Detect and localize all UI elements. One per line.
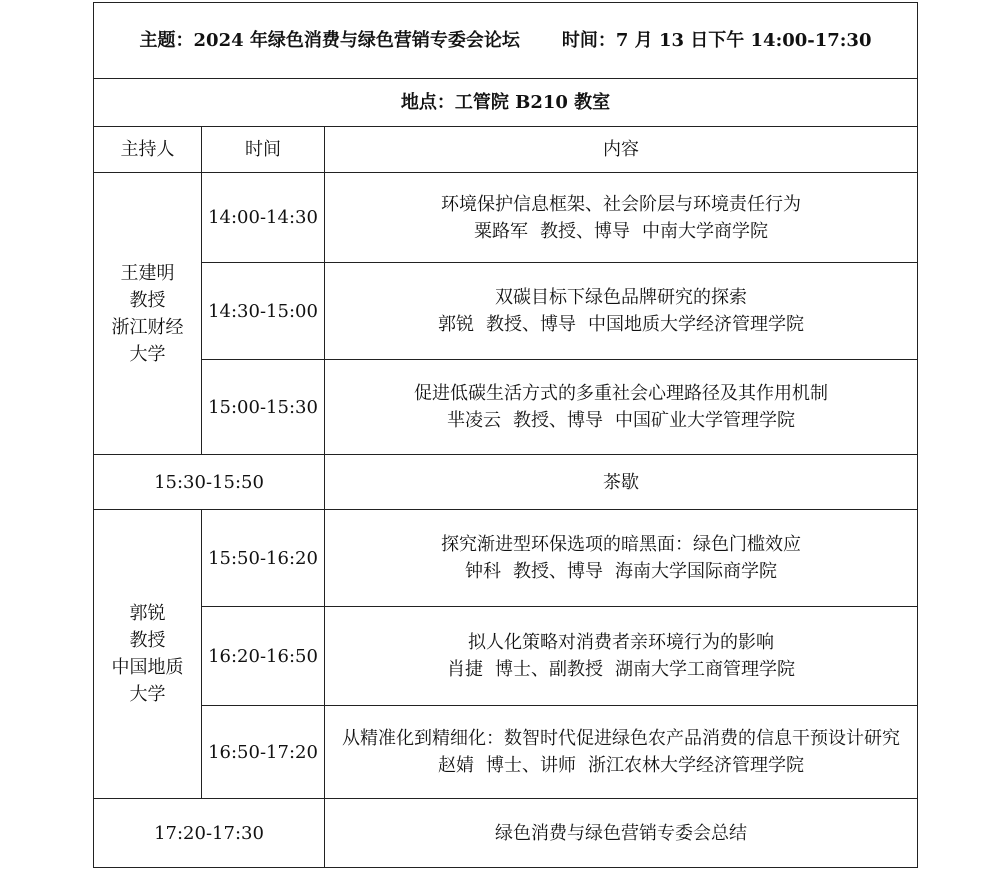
speaker-affiliation: 浙江农林大学经济管理学院	[588, 755, 805, 776]
schedule-document	[93, 2, 917, 868]
speaker-name: 肖捷	[447, 659, 484, 680]
column-header-host: 主持人	[94, 127, 202, 173]
speaker-role: 教授、博导	[486, 314, 577, 335]
speaker-affiliation: 海南大学国际商学院	[615, 561, 778, 582]
speaker-name: 芈凌云	[447, 410, 502, 431]
talk-content	[325, 360, 918, 455]
talk-speaker-line	[329, 656, 913, 683]
break-row	[94, 455, 918, 510]
table-row	[94, 607, 918, 706]
session-host-cell	[94, 173, 202, 455]
forum-theme: 主题：2024 年绿色消费与绿色营销专委会论坛	[139, 30, 520, 51]
table-row	[94, 510, 918, 607]
speaker-role: 教授、博导	[513, 410, 604, 431]
talk-time: 14:00-14:30	[202, 173, 325, 263]
talk-content	[325, 263, 918, 360]
table-row	[94, 173, 918, 263]
talk-content	[325, 706, 918, 799]
header-cell	[94, 3, 918, 79]
forum-time: 时间：7 月 13 日下午 14:00-17:30	[561, 30, 872, 51]
talk-time: 15:50-16:20	[202, 510, 325, 607]
speaker-affiliation: 中国地质大学经济管理学院	[588, 314, 805, 335]
talk-content	[325, 510, 918, 607]
talk-title: 促进低碳生活方式的多重社会心理路径及其作用机制	[414, 383, 829, 404]
talk-content	[325, 607, 918, 706]
speaker-affiliation: 中南大学商学院	[642, 220, 769, 242]
host-title: 教授	[129, 289, 166, 311]
speaker-affiliation: 中国矿业大学管理学院	[615, 410, 796, 431]
speaker-name: 赵婧	[438, 755, 475, 776]
speaker-affiliation: 湖南大学工商管理学院	[615, 659, 796, 680]
speaker-name: 郭锐	[438, 314, 475, 335]
header-row	[94, 3, 918, 79]
talk-content	[325, 173, 918, 263]
speaker-name: 粟路军	[474, 220, 529, 242]
closing-time: 17:20-17:30	[94, 799, 325, 868]
talk-speaker-line	[329, 218, 913, 245]
talk-title: 拟人化策略对消费者亲环境行为的影响	[468, 632, 775, 653]
speaker-role: 博士、讲师	[486, 755, 577, 776]
talk-time: 14:30-15:00	[202, 263, 325, 360]
column-header-row	[94, 127, 918, 173]
host-name: 郭锐	[129, 603, 166, 624]
speaker-role: 博士、副教授	[495, 659, 604, 680]
talk-speaker-line	[329, 558, 913, 585]
host-affiliation: 浙江财经	[111, 316, 184, 338]
host-affiliation: 中国地质	[111, 657, 184, 678]
talk-title: 探究渐进型环保选项的暗黑面：绿色门槛效应	[441, 534, 802, 555]
column-header-content: 内容	[325, 127, 918, 173]
talk-title: 从精准化到精细化：数智时代促进绿色农产品消费的信息干预设计研究	[342, 728, 901, 749]
location-row	[94, 79, 918, 127]
forum-location: 地点：工管院 B210 教室	[94, 79, 918, 127]
talk-speaker-line	[329, 752, 913, 779]
table-row	[94, 706, 918, 799]
host-title: 教授	[129, 630, 166, 651]
break-label: 茶歇	[325, 455, 918, 510]
column-header-time: 时间	[202, 127, 325, 173]
talk-speaker-line	[329, 407, 913, 434]
host-affiliation-cont: 大学	[129, 343, 166, 365]
closing-label: 绿色消费与绿色营销专委会总结	[325, 799, 918, 868]
schedule-table	[93, 2, 918, 868]
speaker-name: 钟科	[465, 561, 502, 582]
speaker-role: 教授、博导	[513, 561, 604, 582]
host-affiliation-cont: 大学	[129, 684, 166, 705]
talk-time: 15:00-15:30	[202, 360, 325, 455]
closing-row	[94, 799, 918, 868]
talk-title: 双碳目标下绿色品牌研究的探索	[495, 287, 748, 308]
table-row	[94, 360, 918, 455]
talk-title: 环境保护信息框架、社会阶层与环境责任行为	[441, 193, 802, 215]
talk-time: 16:50-17:20	[202, 706, 325, 799]
host-name: 王建明	[120, 262, 175, 284]
talk-speaker-line	[329, 311, 913, 338]
session-host-cell	[94, 510, 202, 799]
talk-time: 16:20-16:50	[202, 607, 325, 706]
speaker-role: 教授、博导	[540, 220, 631, 242]
break-time: 15:30-15:50	[94, 455, 325, 510]
table-row	[94, 263, 918, 360]
